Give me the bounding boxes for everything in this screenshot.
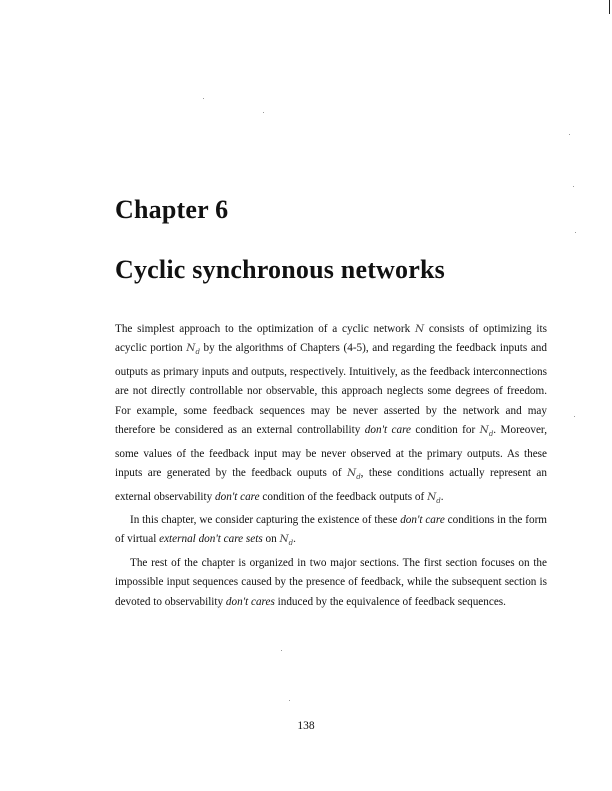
math-variable: N: [479, 424, 489, 437]
chapter-title: Cyclic synchronous networks: [115, 255, 445, 284]
emphasis-run: don't care: [364, 424, 411, 437]
emphasis-run: external don't care sets: [159, 533, 263, 546]
body-text: [115, 320, 547, 612]
emphasis-run: don't cares: [225, 595, 275, 608]
math-symbol: [279, 533, 294, 548]
math-symbol: [427, 491, 441, 503]
math-subscript: d: [288, 539, 294, 548]
margin-mark: [609, 0, 610, 14]
text-run: induced by the equivalence of feedback sequences.: [274, 595, 506, 608]
scan-speck: [203, 98, 204, 99]
text-run: on: [262, 533, 280, 546]
text-run: conditions in the form of virtual: [115, 514, 547, 546]
math-subscript: d: [488, 430, 494, 439]
page-number: 138: [297, 720, 315, 732]
text-run: condition of the feedback outputs of: [259, 490, 428, 503]
paragraph: [115, 554, 547, 612]
math-subscript: d: [356, 473, 361, 482]
text-run: , these conditions actually represent an external observability: [115, 467, 547, 503]
text-run: The simplest approach to the optimization of a cyclic network: [115, 323, 415, 335]
scan-speck: [574, 416, 575, 417]
emphasis-run: don't care: [400, 514, 445, 527]
text-run: . Moreover, some values of the feedback input may be never observed at the primary outputs. As these inputs are generated by the feedback ouputs of: [115, 424, 547, 480]
scan-speck: [575, 232, 576, 233]
math-symbol: [415, 323, 424, 335]
math-variable: N: [414, 323, 425, 335]
math-subscript: d: [195, 348, 200, 357]
chapter-label: Chapter 6: [115, 195, 229, 224]
scan-speck: [573, 186, 574, 187]
text-run: condition for: [410, 424, 480, 437]
emphasis-run: don't care: [215, 490, 260, 503]
scan-speck: [281, 650, 282, 651]
text-run: .: [440, 490, 444, 503]
text-run: The rest of the chapter is organized in two major sections. The first section focuses on the impossible input sequences caused by the presence of feedback, while the subsequent section is devoted to observability: [115, 556, 547, 608]
text-run: by the algorithms of Chapters (4-5), and regarding the feedback inputs and outputs as primary inputs and outputs, respectively. Intuitively, as the feedback interconnections are not directly controllable nor observable, this approach neglects some degrees of freedom. For example, some feedback sequences may be never asserted by the network and may therefore be considered as an external controllability: [115, 342, 547, 437]
text-run: In this chapter, we consider capturing the existence of these: [130, 514, 401, 527]
paragraph: [115, 320, 547, 511]
math-symbol: [347, 467, 361, 482]
math-variable: N: [186, 342, 196, 355]
paragraph: [115, 511, 547, 554]
scan-speck: [289, 700, 290, 701]
math-variable: N: [347, 467, 357, 480]
math-subscript: d: [436, 496, 441, 505]
scan-speck: [263, 112, 264, 113]
math-variable: N: [427, 490, 437, 503]
scan-speck: [569, 134, 570, 135]
math-symbol: [186, 342, 200, 357]
text-run: .: [293, 533, 296, 546]
math-variable: N: [279, 533, 289, 546]
math-symbol: [479, 424, 494, 439]
text-run: consists of optimizing its acyclic portion: [115, 323, 547, 355]
